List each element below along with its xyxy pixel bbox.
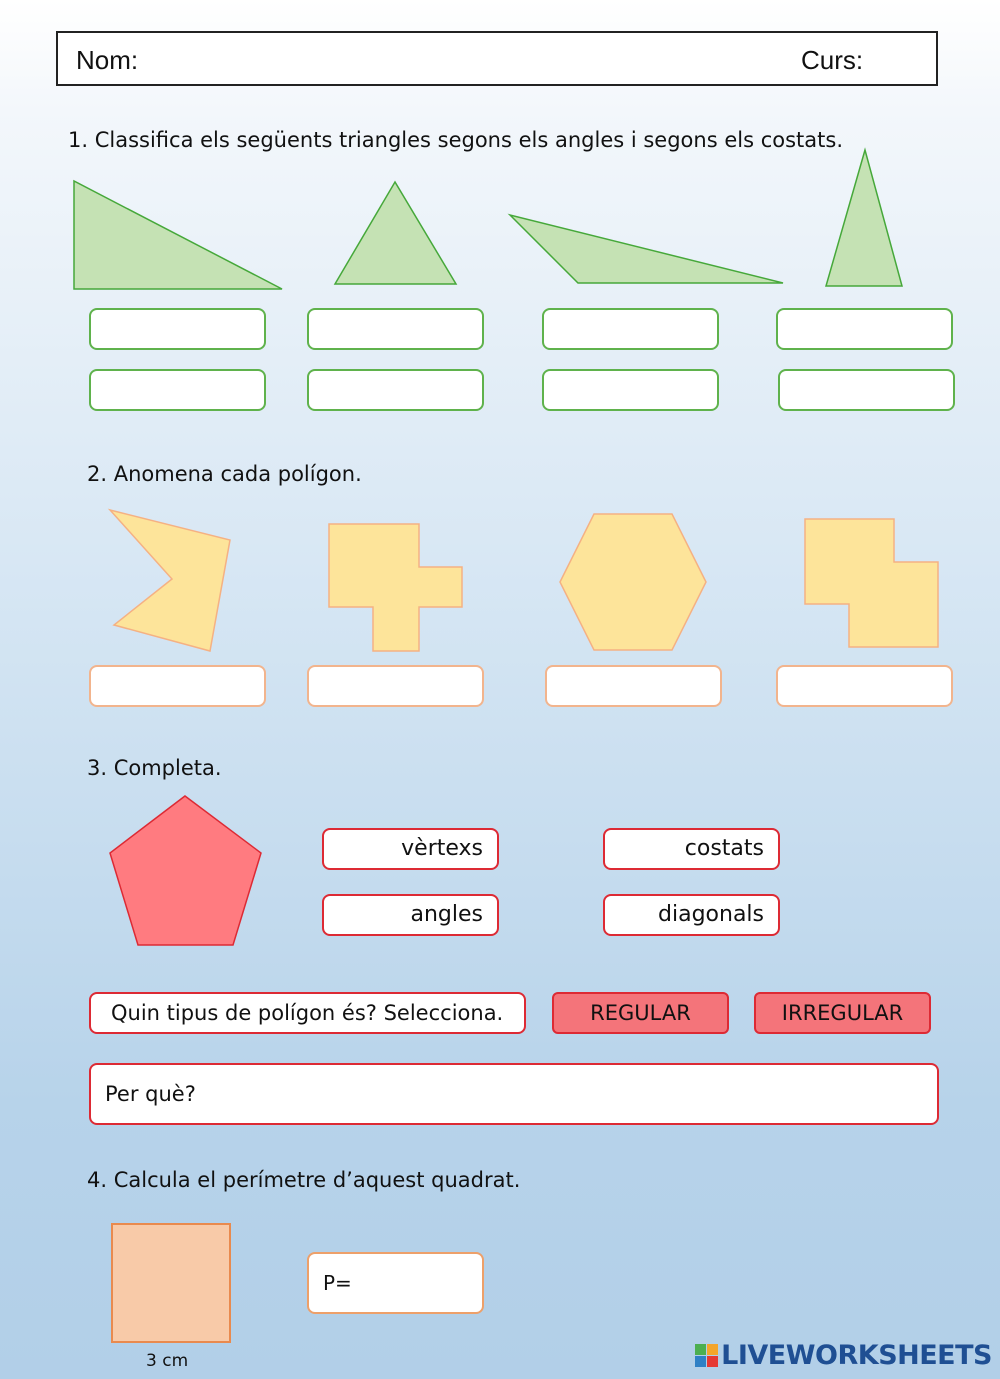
why-answer-input[interactable] [89,1063,939,1125]
name-label: Nom: [76,45,139,75]
question-1-title: 1. Classifica els següents triangles segons els angles i segons els costats. [68,128,843,152]
angles-label: angles [410,902,483,927]
question-3-title: 3. Completa. [87,756,222,780]
question-4-title: 4. Calcula el perímetre d’aquest quadrat. [87,1168,521,1192]
liveworksheets-logo [695,1340,992,1371]
liveworksheets-logo-icon [695,1344,718,1367]
perimeter-answer-input[interactable] [307,1252,484,1314]
perimeter-prefix-label: P= [323,1271,352,1295]
irregular-option-button[interactable]: IRREGULAR [754,992,931,1034]
course-label: Curs: [801,45,864,75]
vertices-label: vèrtexs [401,836,483,861]
diagonals-input[interactable] [603,894,780,936]
square-figure [111,1223,231,1343]
diagonals-label: diagonals [658,902,764,927]
logo-text: LIVEWORKSHEETS [721,1340,992,1371]
why-label: Per què? [105,1082,196,1106]
sides-label: costats [684,836,764,861]
angles-input[interactable] [322,894,499,936]
vertices-input[interactable] [322,828,499,870]
polygon-type-question-label: Quin tipus de polígon és? Selecciona. [111,1001,504,1025]
square-side-label: 3 cm [146,1351,189,1371]
question-2-title: 2. Anomena cada polígon. [87,462,362,486]
sides-input[interactable] [603,828,780,870]
regular-option-button[interactable]: REGULAR [552,992,729,1034]
regular-pentagon [110,796,261,945]
polygon-type-question [89,992,526,1034]
